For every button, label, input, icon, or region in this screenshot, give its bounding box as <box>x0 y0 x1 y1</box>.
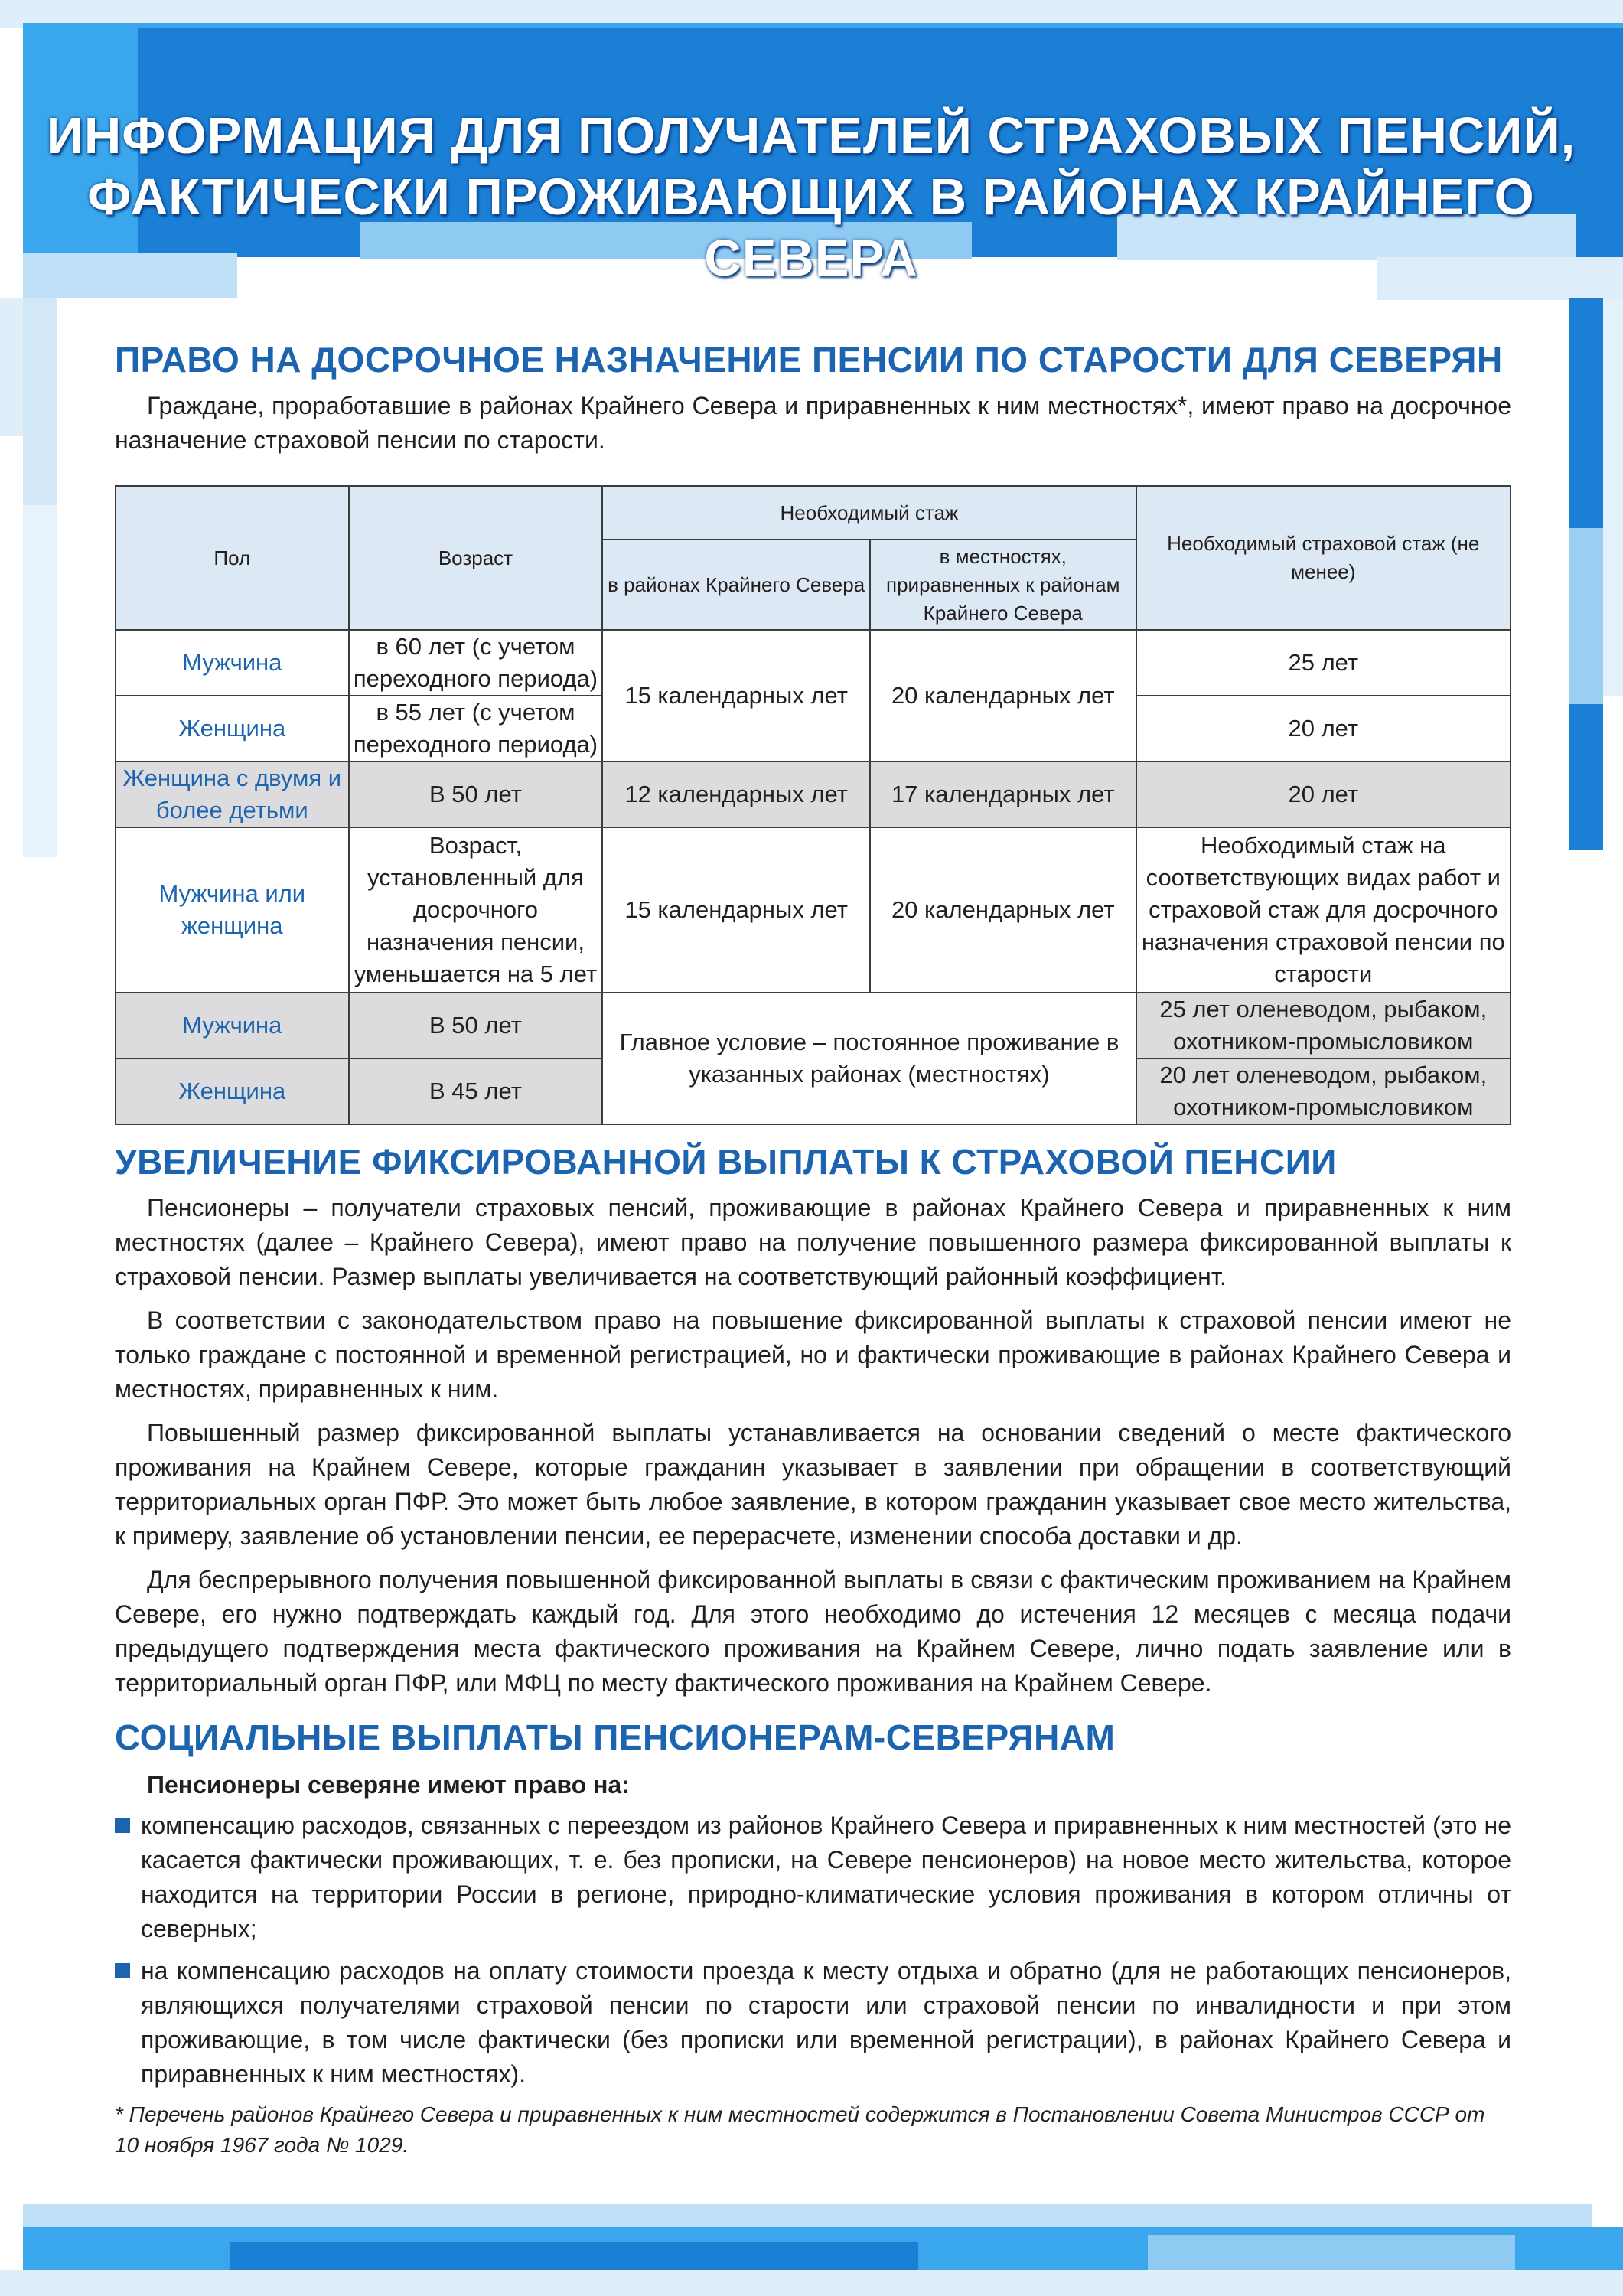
section-early-pension-heading: ПРАВО НА ДОСРОЧНОЕ НАЗНАЧЕНИЕ ПЕНСИИ ПО СТАРОСТИ ДЛЯ СЕВЕРЯН <box>115 340 1503 380</box>
section-social-payments-heading: СОЦИАЛЬНЫЕ ВЫПЛАТЫ ПЕНСИОНЕРАМ-СЕВЕРЯНАМ <box>115 1717 1116 1757</box>
cell-age: в 55 лет (с учетом переходного периода) <box>349 696 603 762</box>
page-title <box>46 106 1576 289</box>
early-pension-table <box>115 485 1511 1125</box>
table-row <box>116 630 1511 696</box>
cell-insurance: 20 лет оленеводом, рыбаком, охотником-промысловиком <box>1136 1058 1511 1124</box>
cell-sex: Мужчина <box>116 630 349 696</box>
page-title-line-1: ИНФОРМАЦИЯ ДЛЯ ПОЛУЧАТЕЛЕЙ СТРАХОВЫХ ПЕНСИЙ, <box>46 107 1576 165</box>
section-social-payments <box>115 1714 1511 2161</box>
cell-far-north: 15 календарных лет <box>602 827 870 993</box>
section-fixed-payment-paragraph: Повышенный размер фиксированной выплаты устанавливается на основании сведений о месте фактического проживания на Крайнем Севере, которые гражданин указывает в заявлении при обращении в соответствующий территориальных орган ПФР. Это может быть любое заявление, в котором гражданин указывает свое место жительства, к примеру, заявление об установлении пенсии, ее перерасчете, изменении способа доставки и др. <box>115 1419 1511 1550</box>
cell-far-north: 12 календарных лет <box>602 762 870 827</box>
cell-insurance: Необходимый стаж на соответствующих видах работ и страховой стаж для досрочного назначения страховой пенсии по старости <box>1136 827 1511 993</box>
section-early-pension <box>115 337 1511 1125</box>
table-row <box>116 827 1511 993</box>
list-item <box>115 1954 1511 2092</box>
cell-far-north: 15 календарных лет <box>602 630 870 762</box>
square-bullet-icon <box>115 1963 130 1978</box>
section-fixed-payment <box>115 1139 1511 1701</box>
cell-insurance: 20 лет <box>1136 762 1511 827</box>
cell-main-condition: Главное условие – постоянное проживание в указанных районах (местностях) <box>602 993 1136 1124</box>
cell-insurance: 25 лет <box>1136 630 1511 696</box>
list-item-text: компенсацию расходов, связанных с переездом из районов Крайнего Севера и приравненных к ним местностей (это не касается фактически проживающих, т. е. без прописки, на Севере пенсионеров) на новое место жительства, которое находится на территории России в регионе, природно-климатические условия проживания в котором отличны от северных; <box>141 1812 1511 1942</box>
square-bullet-icon <box>115 1818 130 1833</box>
list-item <box>115 1808 1511 1946</box>
cell-equated: 20 календарных лет <box>870 630 1136 762</box>
cell-age: В 50 лет <box>349 993 603 1058</box>
table-header-sex: Пол <box>116 486 349 630</box>
table-header-insurance-service: Необходимый страховой стаж (не менее) <box>1136 486 1511 630</box>
cell-age: Возраст, установленный для досрочного назначения пенсии, уменьшается на 5 лет <box>349 827 603 993</box>
cell-sex: Женщина <box>116 696 349 762</box>
table-header-age: Возраст <box>349 486 603 630</box>
section-fixed-payment-paragraph: Для беспрерывного получения повышенной фиксированной выплаты в связи с фактическим проживанием на Крайнем Севере, его нужно подтверждать каждый год. Для этого необходимо до истечения 12 месяцев с месяца подачи предыдущего подтверждения места фактического проживания на Крайнем Севере, лично подать заявление или в территориальный орган ПФР, или МФЦ по месту фактического проживания на Крайнем Севере. <box>115 1566 1511 1697</box>
cell-sex: Мужчина или женщина <box>116 827 349 993</box>
cell-insurance: 20 лет <box>1136 696 1511 762</box>
social-payments-list <box>115 1808 1511 2092</box>
section-social-payments-lead: Пенсионеры северяне имеют право на: <box>147 1771 630 1799</box>
cell-equated: 17 календарных лет <box>870 762 1136 827</box>
cell-sex: Женщина <box>116 1058 349 1124</box>
cell-sex: Женщина с двумя и более детьми <box>116 762 349 827</box>
cell-age: в 60 лет (с учетом переходного периода) <box>349 630 603 696</box>
section-fixed-payment-paragraph: Пенсионеры – получатели страховых пенсий, проживающие в районах Крайнего Севера и приравненных к ним местностях (далее – Крайнего Севера), имеют право на получение повышенного размера фиксированной выплаты к страховой пенсии. Размер выплаты увеличивается на соответствующий районный коэффициент. <box>115 1194 1511 1290</box>
table-header-equated-areas: в местностях, приравненных к районам Крайнего Севера <box>870 540 1136 630</box>
table-header-required-service: Необходимый стаж <box>602 486 1136 540</box>
cell-age: В 50 лет <box>349 762 603 827</box>
section-early-pension-intro: Граждане, проработавшие в районах Крайнего Севера и приравненных к ним местностях*, имеют право на досрочное назначение страховой пенсии по старости. <box>115 392 1511 454</box>
cell-age: В 45 лет <box>349 1058 603 1124</box>
main-content <box>115 337 1511 2161</box>
table-row <box>116 762 1511 827</box>
page-title-line-2: ФАКТИЧЕСКИ ПРОЖИВАЮЩИХ В РАЙОНАХ КРАЙНЕГО СЕВЕРА <box>87 168 1535 287</box>
footnote: * Перечень районов Крайнего Севера и приравненных к ним местностей содержится в Постановлении Совета Министров СССР от 10 ноября 1967 года № 1029. <box>115 2102 1485 2157</box>
cell-sex: Мужчина <box>116 993 349 1058</box>
section-fixed-payment-heading: УВЕЛИЧЕНИЕ ФИКСИРОВАННОЙ ВЫПЛАТЫ К СТРАХОВОЙ ПЕНСИИ <box>115 1142 1337 1182</box>
list-item-text: на компенсацию расходов на оплату стоимости проезда к месту отдыха и обратно (для не работающих пенсионеров, являющихся получателями страховой пенсии по старости или страховой пенсии по инвалидности и при этом проживающие, в том числе фактически (без прописки или временной регистрации), в районах Крайнего Севера и приравненных к ним местностях). <box>141 1957 1511 2088</box>
table-row <box>116 993 1511 1058</box>
table-header-far-north: в районах Крайнего Севера <box>602 540 870 630</box>
section-fixed-payment-paragraph: В соответствии с законодательством право на повышение фиксированной выплаты к страховой пенсии имеют не только граждане с постоянной и временной регистрацией, но и фактически проживающие в районах Крайнего Севера и местностях, приравненных к ним. <box>115 1306 1511 1403</box>
cell-insurance: 25 лет оленеводом, рыбаком, охотником-промысловиком <box>1136 993 1511 1058</box>
cell-equated: 20 календарных лет <box>870 827 1136 993</box>
